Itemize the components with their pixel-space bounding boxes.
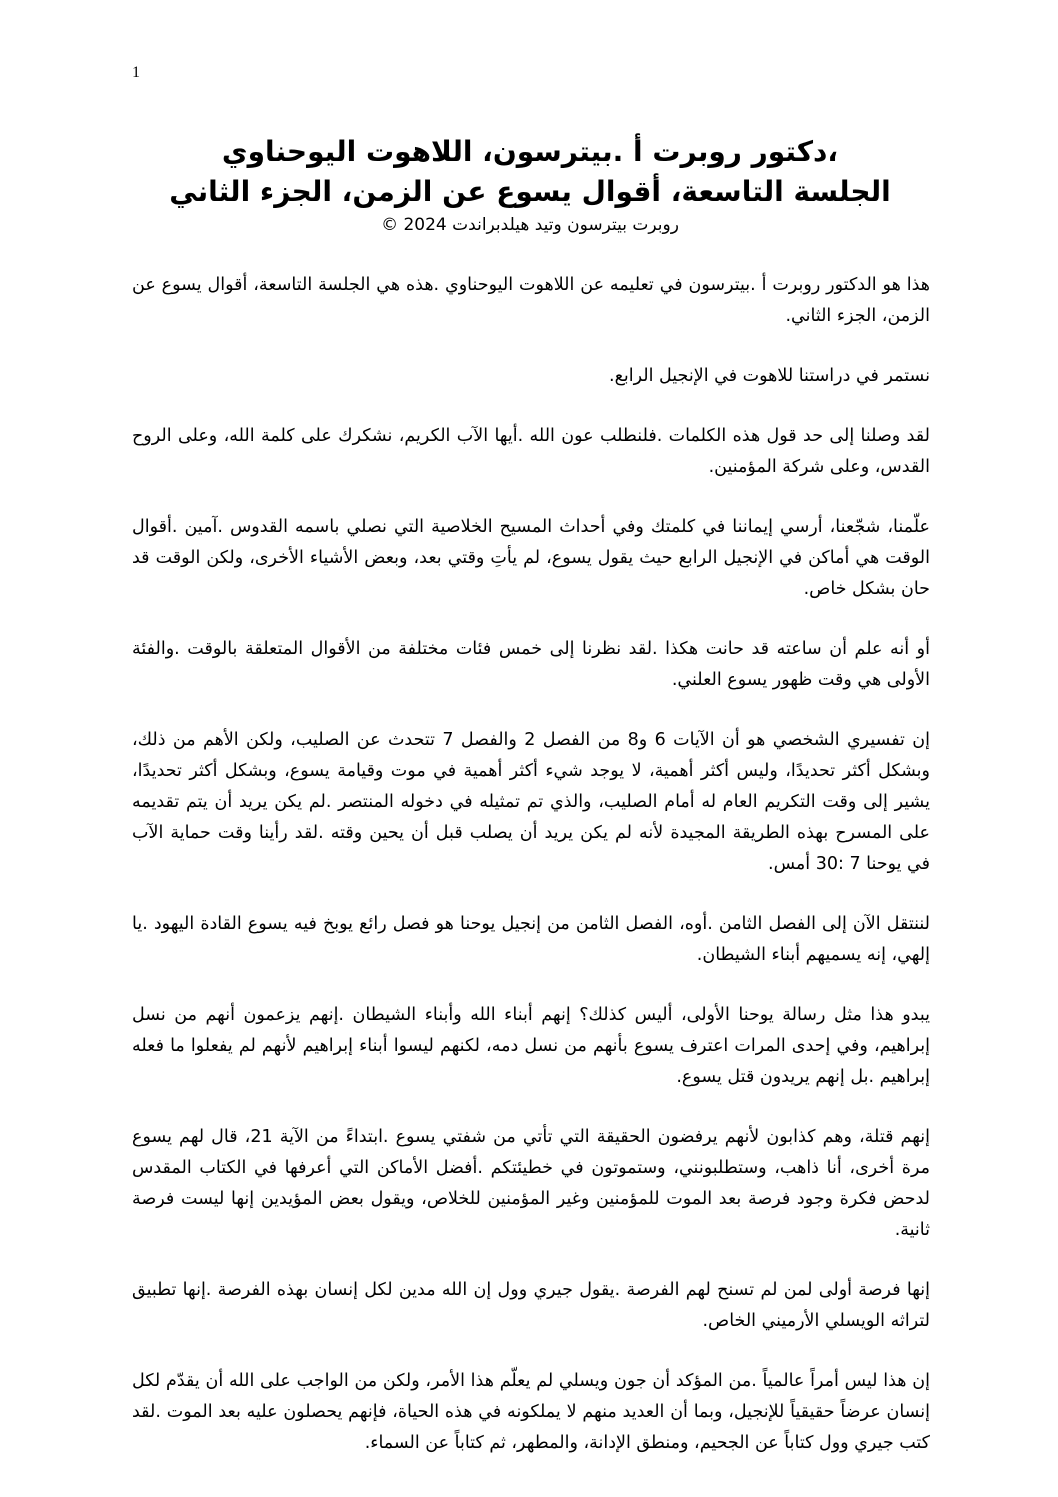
paragraph: يبدو هذا مثل رسالة يوحنا الأولى، أليس كذلك؟ إنهم أبناء الله وأبناء الشيطان .إنهم يزعمون أنهم من نسل إبراهيم، وفي إحدى المرات اعترف يسوع بأنهم من نسل دمه، لكنهم ليسوا أبناء إبراهيم لأنهم لم يفعلوا ما فعله إبراهيم .بل إنهم يريدون قتل يسوع. — [132, 1005, 930, 1087]
copyright-line: روبرت بيترسون وتيد هيلدبراندت 2024 © — [381, 215, 679, 235]
paragraph: لقد وصلنا إلى حد قول هذه الكلمات .فلنطلب عون الله .أيها الآب الكريم، نشكرك على كلمة الله، وعلى الروح القدس، وعلى شركة المؤمنين. — [132, 426, 930, 477]
paragraph: أو أنه علم أن ساعته قد حانت هكذا .لقد نظرنا إلى خمس فئات مختلفة من الأقوال المتعلقة بالوقت .والفئة الأولى هي وقت ظهور يسوع العلني. — [132, 639, 930, 690]
paragraph: نستمر في دراستنا للاهوت في الإنجيل الرابع. — [609, 366, 930, 386]
paragraph: إنهم قتلة، وهم كذابون لأنهم يرفضون الحقيقة التي تأتي من شفتي يسوع .ابتداءً من الآية 21، قال لهم يسوع مرة أخرى، أنا ذاهب، وستطلبونني، وستموتون في خطيئتكم .أفضل الأماكن التي أعرفها في الكتاب المقدس لدحض فكرة وجود فرصة بعد الموت للمؤمنين وغير المؤمنين للخلاص، ويقول بعض المؤيدين إنها ليست فرصة ثانية. — [132, 1127, 930, 1240]
title-line-1: ،دكتور روبرت أ .بيترسون، اللاهوت اليوحناوي — [221, 135, 839, 168]
paragraph: لننتقل الآن إلى الفصل الثامن .أوه، الفصل الثامن من إنجيل يوحنا هو فصل رائع يوبخ فيه يسوع القادة اليهود .يا إلهي، إنه يسميهم أبناء الشيطان. — [132, 914, 930, 965]
paragraph: إن هذا ليس أمراً عالمياً .من المؤكد أن جون ويسلي لم يعلّم هذا الأمر، ولكن من الواجب على الله أن يقدّم لكل إنسان عرضاً حقيقياً للإنجيل، وبما أن العديد منهم لا يملكونه في هذه الحياة، فإنهم يحصلون عليه بعد الموت .لقد كتب جيري وول كتاباً عن الجحيم، ومنطق الإدانة، والمطهر، ثم كتاباً عن السماء. — [132, 1371, 930, 1453]
paragraph: هذا هو الدكتور روبرت أ .بيترسون في تعليمه عن اللاهوت اليوحناوي .هذه هي الجلسة التاسعة، أقوال يسوع عن الزمن، الجزء الثاني. — [132, 275, 930, 326]
paragraph: علّمنا، شجّعنا، أرسي إيماننا في كلمتك وفي أحداث المسيح الخلاصية التي نصلي باسمه القدوس .آمين .أقوال الوقت هي أماكن في الإنجيل الرابع حيث يقول يسوع، لم يأتِ وقتي بعد، وبعض الأشياء الأخرى، ولكن الوقت قد حان بشكل خاص. — [132, 517, 930, 599]
title-line-2: الجلسة التاسعة، أقوال يسوع عن الزمن، الجزء الثاني — [169, 175, 891, 208]
paragraph: إنها فرصة أولى لمن لم تسنح لهم الفرصة .يقول جيري وول إن الله مدين لكل إنسان بهذه الفرصة .إنها تطبيق لتراثه الويسلي الأرميني الخاص. — [132, 1280, 930, 1331]
document-body — [132, 270, 930, 1488]
document-header — [130, 132, 930, 238]
paragraph: إن تفسيري الشخصي هو أن الآيات 6 و8 من الفصل 2 والفصل 7 تتحدث عن الصليب، ولكن الأهم من ذلك، وبشكل أكثر تحديدًا، وليس أكثر أهمية، لا يوجد شيء أكثر أهمية في موت وقيامة يسوع، وبشكل أكثر تحديدًا، يشير إلى وقت التكريم العام له أمام الصليب، والذي تم تمثيله في دخوله المنتصر .لم يكن يريد أن يتم تقديمه على المسرح بهذه الطريقة المجيدة لأنه لم يكن يريد أن يصلب قبل أن يحين وقته .لقد رأينا وقت حماية الآب في يوحنا 7 :30 أمس. — [132, 730, 931, 874]
page-number: 1 — [132, 64, 140, 81]
